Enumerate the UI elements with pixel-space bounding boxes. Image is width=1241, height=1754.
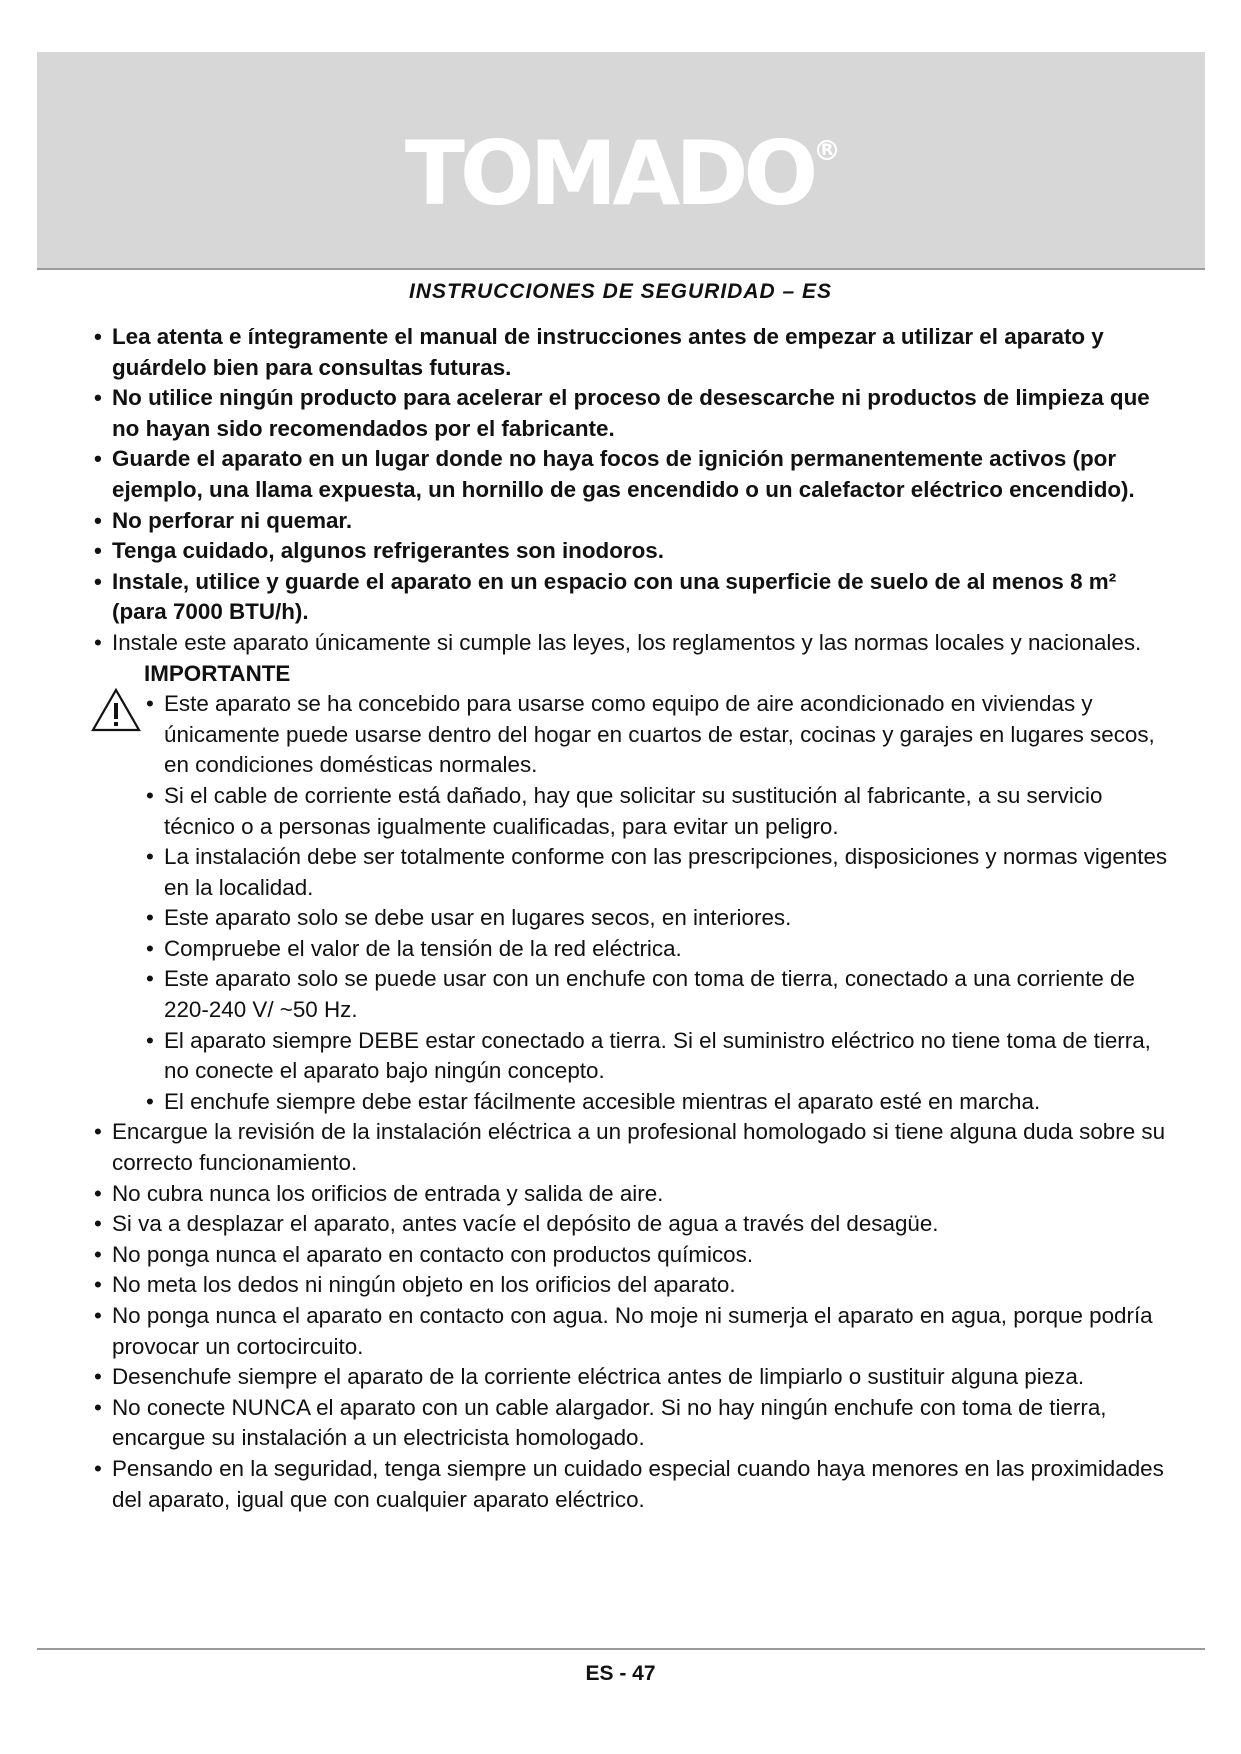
important-item: • Si el cable de corriente está dañado, hay que solicitar su sustitución al fabricante, a su servicio técnico o a personas igualmente cualificadas, para evitar un peligro. — [146, 781, 1174, 842]
list-item: • Instale, utilice y guarde el aparato en un espacio con una superficie de suelo de al menos 8 m² (para 7000 BTU/h). — [94, 567, 1174, 628]
footer-divider — [37, 1648, 1205, 1650]
important-item: • El aparato siempre DEBE estar conectado a tierra. Si el suministro eléctrico no tiene toma de tierra, no conecte el aparato bajo ningún concepto. — [146, 1026, 1174, 1087]
list-item: • Lea atenta e íntegramente el manual de instrucciones antes de empezar a utilizar el aparato y guárdelo bien para consultas futuras. — [94, 322, 1174, 383]
list-item: • Instale este aparato únicamente si cumple las leyes, los reglamentos y las normas locales y nacionales. — [94, 628, 1174, 659]
list-item: • Tenga cuidado, algunos refrigerantes son inodoros. — [94, 536, 1174, 567]
list-item: • No ponga nunca el aparato en contacto con agua. No moje ni sumerja el aparato en agua, porque podría provocar un cortocircuito. — [94, 1301, 1174, 1362]
list-item: • Desenchufe siempre el aparato de la corriente eléctrica antes de limpiarlo o sustituir alguna pieza. — [94, 1362, 1174, 1393]
important-item: • Este aparato se ha concebido para usarse como equipo de aire acondicionado en viviendas y únicamente puede usarse dentro del hogar en cuartos de estar, cocinas y garajes en lugares secos, en condiciones domésticas normales. — [146, 689, 1174, 781]
section-title: INSTRUCCIONES DE SEGURIDAD – ES — [408, 280, 833, 303]
list-item: • No utilice ningún producto para acelerar el proceso de desescarche ni productos de limpieza que no hayan sido recomendados por el fabricante. — [94, 383, 1174, 444]
list-item: • No cubra nunca los orificios de entrada y salida de aire. — [94, 1179, 1174, 1210]
important-section — [94, 659, 1174, 1118]
list-item: • No meta los dedos ni ningún objeto en los orificios del aparato. — [94, 1270, 1174, 1301]
list-item: • No conecte NUNCA el aparato con un cable alargador. Si no hay ningún enchufe con toma de tierra, encargue su instalación a un electricista homologado. — [94, 1393, 1174, 1454]
important-item: • Este aparato solo se debe usar en lugares secos, en interiores. — [146, 903, 1174, 934]
list-item: • Si va a desplazar el aparato, antes vacíe el depósito de agua a través del desagüe. — [94, 1209, 1174, 1240]
important-item: • Este aparato solo se puede usar con un enchufe con toma de tierra, conectado a una corriente de 220-240 V/ ~50 Hz. — [146, 964, 1174, 1025]
important-item: • Compruebe el valor de la tensión de la red eléctrica. — [146, 934, 1174, 965]
header-band — [37, 52, 1205, 270]
list-item: • Encargue la revisión de la instalación eléctrica a un profesional homologado si tiene alguna duda sobre su correcto funcionamiento. — [94, 1117, 1174, 1178]
list-item: • No ponga nunca el aparato en contacto con productos químicos. — [94, 1240, 1174, 1271]
list-item: • Pensando en la seguridad, tenga siempre un cuidado especial cuando haya menores en las proximidades del aparato, igual que con cualquier aparato eléctrico. — [94, 1454, 1174, 1515]
important-title: IMPORTANTE — [144, 660, 291, 686]
brand-name: TOMADO — [404, 122, 814, 225]
page-number: ES - 47 — [585, 1662, 656, 1685]
registered-mark: R — [817, 140, 837, 160]
warning-triangle-icon — [90, 687, 142, 733]
important-item: • El enchufe siempre debe estar fácilmente accesible mientras el aparato esté en marcha. — [146, 1087, 1174, 1118]
brand-logo — [37, 122, 1205, 225]
list-item: • No perforar ni quemar. — [94, 506, 1174, 537]
safety-instructions — [94, 322, 1174, 1515]
important-item: • La instalación debe ser totalmente conforme con las prescripciones, disposiciones y normas vigentes en la localidad. — [146, 842, 1174, 903]
list-item: • Guarde el aparato en un lugar donde no haya focos de ignición permanentemente activos (por ejemplo, una llama expuesta, un hornillo de gas encendido o un calefactor eléctrico encendido). — [94, 444, 1174, 505]
